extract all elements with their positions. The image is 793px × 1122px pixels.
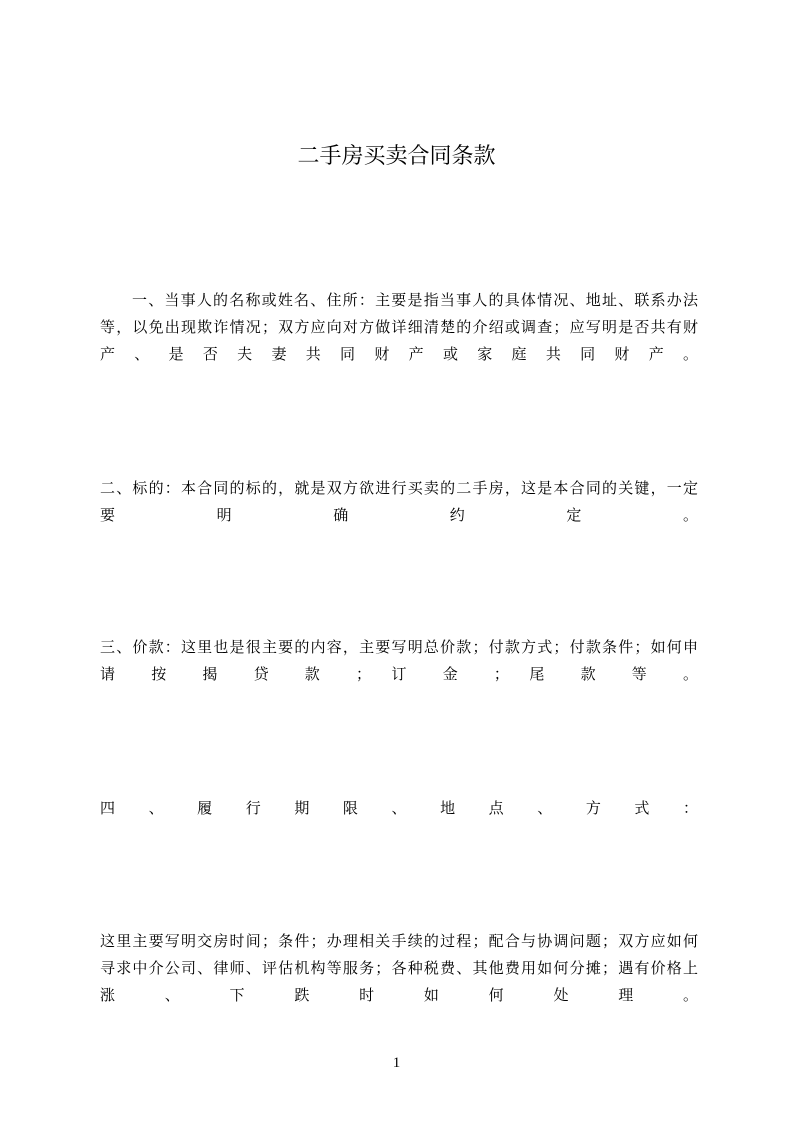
text-line: 一、当事人的名称或姓名、住所：主要是指当事人的具体情况、地址、联系办法	[132, 291, 698, 309]
clause-2-subject	[100, 475, 698, 529]
text-line: 二、标的：本合同的标的，就是双方欲进行买卖的二手房，这是本合同的关键，一定	[100, 479, 698, 497]
document-title: 二手房买卖合同条款	[297, 144, 496, 169]
text-line: 要 明 确 约 定 。	[100, 506, 698, 524]
text-line: 这里主要写明交房时间；条件；办理相关手续的过程；配合与协调问题；双方应如何	[100, 932, 698, 950]
page-number: 1	[392, 1055, 401, 1071]
clause-3-price	[100, 634, 698, 688]
text-line: 四 、 履 行 期 限 、 地 点 、 方 式 ：	[100, 799, 698, 817]
text-line: 涨 、 下 跌 时 如 何 处 理 。	[100, 986, 698, 1004]
clause-4-heading	[100, 795, 698, 822]
text-line: 产 、 是 否 夫 妻 共 同 财 产 或 家 庭 共 同 财 产 。	[100, 345, 698, 363]
text-line: 等，以免出现欺诈情况；双方应向对方做详细清楚的介绍或调查；应写明是否共有财	[100, 318, 698, 336]
clause-1-parties	[100, 287, 698, 368]
text-line: 请 按 揭 贷 款 ； 订 金 ； 尾 款 等 。	[100, 665, 698, 683]
text-line: 寻求中介公司、律师、评估机构等服务；各种税费、其他费用如何分摊；遇有价格上	[100, 959, 698, 977]
text-line: 三、价款：这里也是很主要的内容，主要写明总价款；付款方式；付款条件；如何申	[100, 638, 698, 656]
clause-4-body	[100, 928, 698, 1009]
